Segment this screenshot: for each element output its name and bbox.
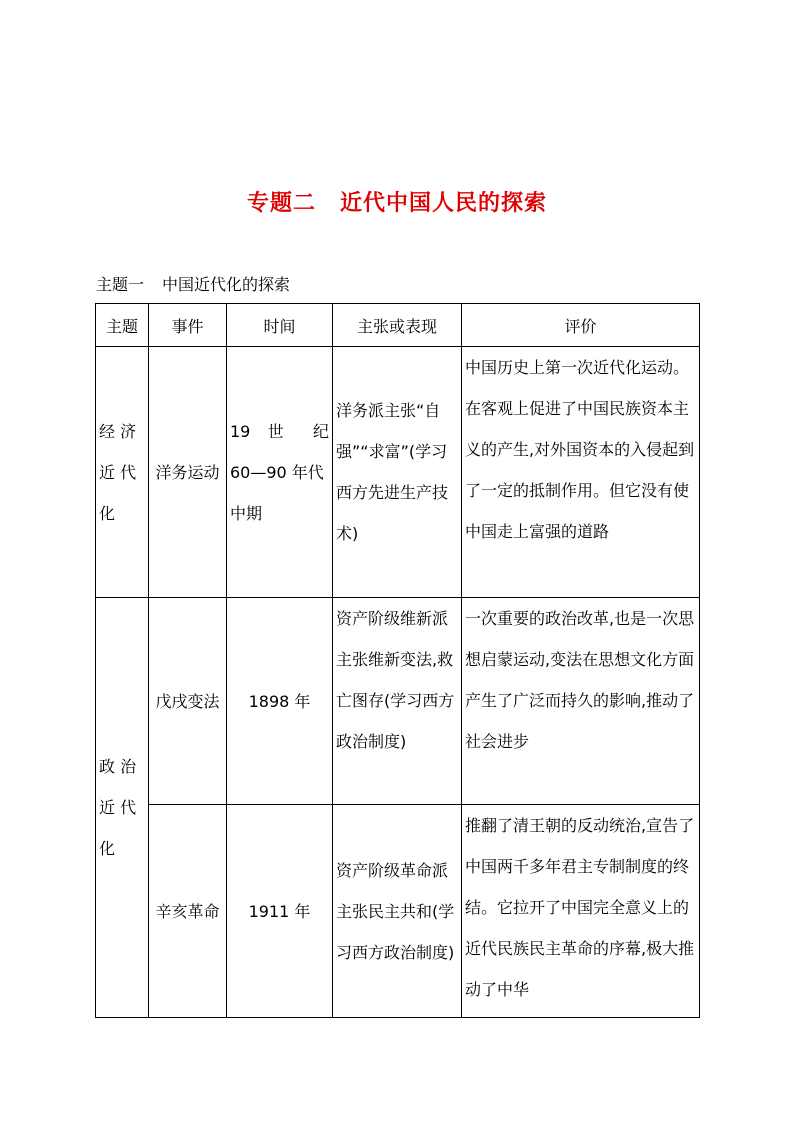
table-header-row (96, 304, 700, 347)
table-row (96, 347, 700, 598)
section-label: 主题一 (96, 275, 145, 294)
time-cell: 19 世 纪 60—90 年代 中期 (227, 347, 333, 598)
time-cell: 1911 年 (227, 805, 333, 1018)
evaluation-cell: 推翻了清王朝的反动统治,宣告了中国两千多年君主专制制度的终结。它拉开了中国完全意义上的近代民族民主革命的序幕,极大推动了中华 (462, 805, 700, 1018)
claim-cell: 资产阶级革命派主张民主共和(学习西方政治制度) (333, 805, 462, 1018)
evaluation-cell: 中国历史上第一次近代化运动。在客观上促进了中国民族资本主义的产生,对外国资本的入侵起到了一定的抵制作用。但它没有使中国走上富强的道路 (462, 347, 700, 598)
claim-cell: 资产阶级维新派主张维新变法,救亡图存(学习西方政治制度) (333, 598, 462, 805)
table-row (96, 805, 700, 1018)
event-cell: 戊戌变法 (149, 598, 227, 805)
section-title: 中国近代化的探索 (162, 275, 291, 294)
time-cell: 1898 年 (227, 598, 333, 805)
event-cell: 辛亥革命 (149, 805, 227, 1018)
table-row (96, 598, 700, 805)
header-claim: 主张或表现 (333, 304, 462, 347)
evaluation-cell: 一次重要的政治改革,也是一次思想启蒙运动,变法在思想文化方面产生了广泛而持久的影响,推动了社会进步 (462, 598, 700, 805)
event-cell: 洋务运动 (149, 347, 227, 598)
category-political: 政 治 近 代 化 (96, 598, 149, 1018)
header-evaluation: 评价 (462, 304, 700, 347)
header-topic: 主题 (96, 304, 149, 347)
header-time: 时间 (227, 304, 333, 347)
section-heading (96, 272, 290, 295)
claim-cell: 洋务派主张“自强”“求富”(学习西方先进生产技术) (333, 347, 462, 598)
title-part1: 专题二 (246, 191, 316, 216)
page-title (0, 186, 794, 217)
title-part2: 近代中国人民的探索 (340, 191, 548, 216)
modernization-table (95, 303, 700, 1018)
header-event: 事件 (149, 304, 227, 347)
category-economic: 经 济 近 代 化 (96, 347, 149, 598)
